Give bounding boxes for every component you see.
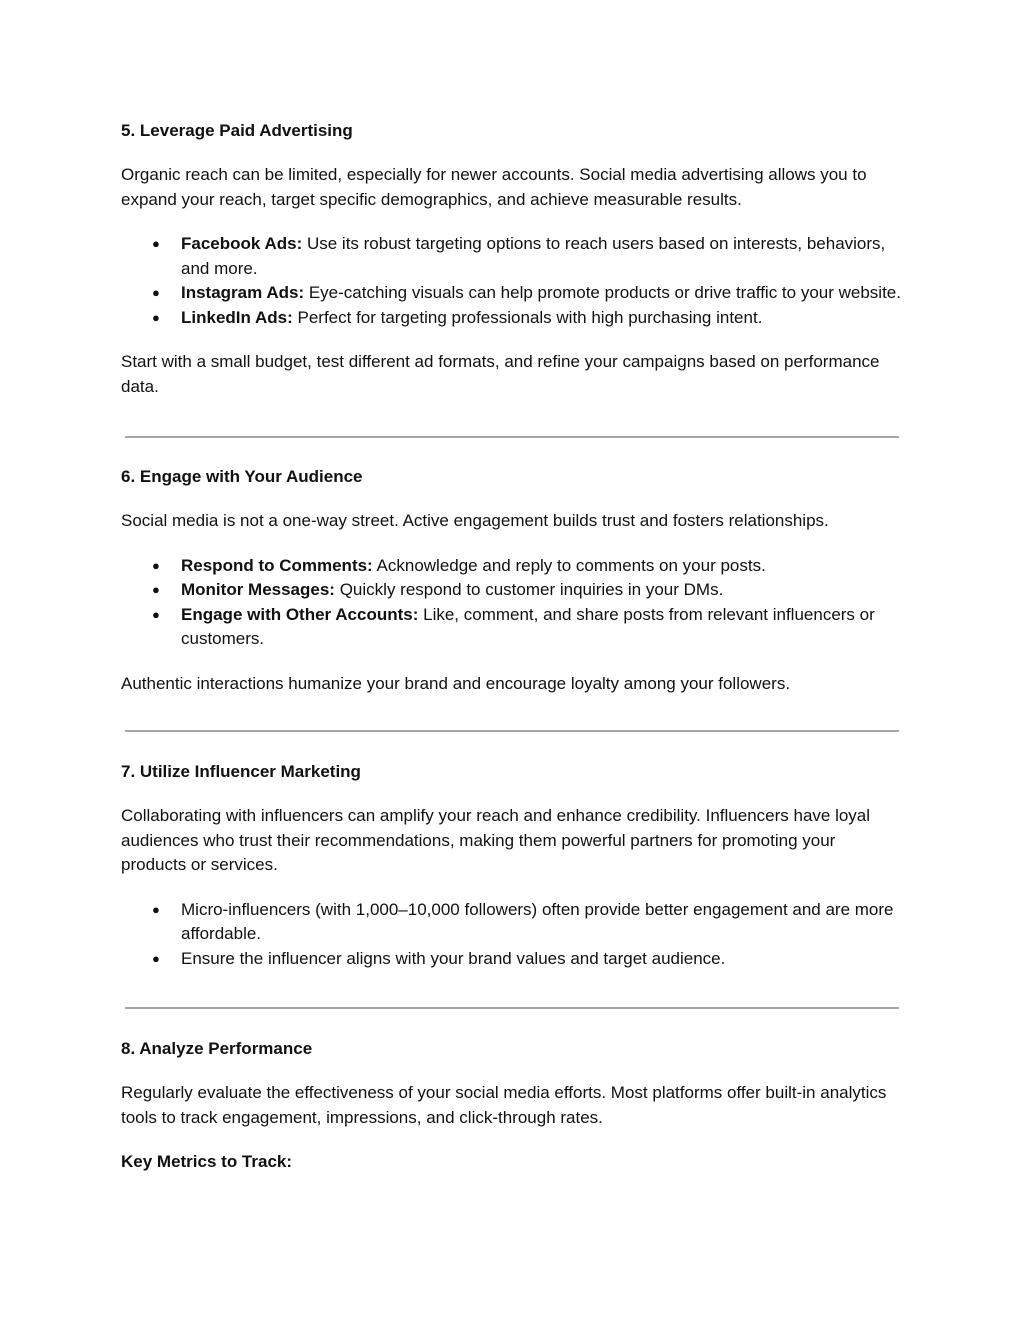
- item-label: Monitor Messages:: [181, 580, 335, 599]
- section-heading: 8. Analyze Performance: [121, 1039, 313, 1058]
- item-text: Acknowledge and reply to comments on your posts.: [372, 555, 766, 575]
- bullet-icon: ●: [152, 309, 160, 325]
- list-item: [121, 232, 903, 281]
- list-item: [121, 947, 903, 972]
- section-intro: Collaborating with influencers can amplify your reach and enhance credibility. Influencers have loyal audiences who trust their recommendations, making them powerful partners for promoting your products or services.: [121, 806, 871, 874]
- section-heading: 7. Utilize Influencer Marketing: [121, 762, 361, 781]
- item-label: Facebook Ads:: [181, 234, 303, 253]
- bullet-list: [121, 232, 903, 330]
- section-intro: Social media is not a one-way street. Active engagement builds trust and fosters relationships.: [121, 511, 829, 530]
- list-item: [121, 578, 903, 603]
- bullet-icon: ●: [152, 606, 160, 622]
- bullet-list: [121, 898, 903, 972]
- document-page: [121, 119, 903, 1174]
- section-intro: Organic reach can be limited, especially for newer accounts. Social media advertising allows you to expand your reach, target specific demographics, and achieve measurable results.: [121, 165, 867, 209]
- item-label: Engage with Other Accounts:: [181, 604, 419, 624]
- section-outro: Authentic interactions humanize your brand and encourage loyalty among your followers.: [121, 673, 791, 693]
- list-item: [121, 306, 903, 331]
- list-item: [121, 281, 903, 306]
- bullet-icon: ●: [152, 285, 160, 300]
- list-item: [121, 554, 903, 579]
- bullet-icon: ●: [152, 950, 160, 966]
- section-heading: 5. Leverage Paid Advertising: [121, 121, 353, 140]
- bullet-icon: ●: [152, 582, 160, 597]
- item-label: Respond to Comments:: [181, 555, 373, 575]
- bullet-icon: ●: [152, 236, 160, 251]
- bullet-icon: ●: [152, 557, 160, 573]
- list-item: [121, 898, 903, 947]
- item-text: Eye-catching visuals can help promote products or drive traffic to your website.: [304, 283, 901, 302]
- item-text: Use its robust targeting options to reach users based on interests, behaviors, and more.: [181, 234, 886, 278]
- section-intro: Regularly evaluate the effectiveness of your social media efforts. Most platforms offer built-in analytics tools to track engagement, impressions, and click-through rates.: [121, 1083, 887, 1127]
- item-text: Quickly respond to customer inquiries in your DMs.: [334, 580, 724, 599]
- bullet-icon: ●: [152, 901, 160, 917]
- list-item: [121, 603, 903, 652]
- bullet-list: [121, 554, 903, 652]
- item-label: LinkedIn Ads:: [181, 307, 293, 327]
- item-text: Like, comment, and share posts from relevant influencers or customers.: [181, 604, 875, 648]
- subheading: Key Metrics to Track:: [121, 1152, 293, 1171]
- item-text: Ensure the influencer aligns with your brand values and target audience.: [181, 948, 726, 968]
- section-heading: 6. Engage with Your Audience: [121, 467, 363, 486]
- item-label: Instagram Ads:: [181, 283, 305, 302]
- section-outro: Start with a small budget, test different ad formats, and refine your campaigns based on performance data.: [121, 352, 880, 396]
- item-text: Micro-influencers (with 1,000–10,000 followers) often provide better engagement and are more affordable.: [181, 899, 894, 943]
- item-text: Perfect for targeting professionals with high purchasing intent.: [292, 307, 763, 327]
